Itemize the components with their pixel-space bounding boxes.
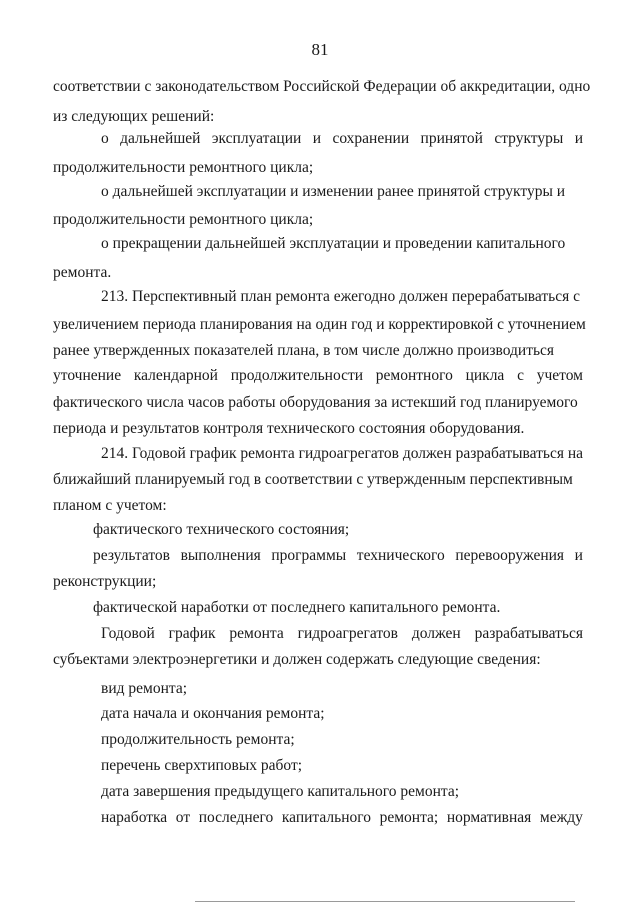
- word: эксплуатации: [211, 130, 302, 147]
- word: и: [574, 547, 583, 564]
- text-line: 213. Перспективный план ремонта ежегодно должен перерабатываться с: [101, 288, 581, 305]
- word: график: [168, 625, 216, 642]
- text-line: вид ремонта;: [101, 680, 188, 697]
- page-number: 81: [311, 40, 329, 59]
- word: наработка: [101, 809, 168, 826]
- word: последнего: [198, 809, 274, 826]
- text-line: реконструкции;: [53, 573, 157, 590]
- text-line: фактического технического состояния;: [93, 521, 350, 538]
- word: должен: [411, 625, 461, 642]
- word: цикла: [465, 367, 505, 384]
- text-line: [101, 808, 583, 828]
- text-line: ближайший планируемый год в соответствии с утвержденным перспективным: [53, 471, 573, 488]
- text-line: ремонта.: [53, 264, 112, 281]
- text-line: увеличением периода планирования на один год и корректировкой с уточнением: [53, 316, 586, 333]
- word: ремонта;: [379, 809, 439, 826]
- word: учетом: [536, 367, 583, 384]
- text-line: фактической наработки от последнего капитального ремонта.: [93, 599, 501, 616]
- word: структуры: [494, 130, 564, 147]
- word: сохранении: [332, 130, 410, 147]
- text-line: периода и результатов контроля технического состояния оборудования.: [53, 420, 525, 437]
- text-line: [101, 129, 583, 149]
- word: с: [517, 367, 524, 384]
- word: ремонтного: [375, 367, 453, 384]
- text-line: продолжительность ремонта;: [101, 731, 295, 748]
- word: и: [574, 130, 583, 147]
- text-line: [53, 366, 583, 386]
- text-line: о прекращении дальнейшей эксплуатации и проведении капитального: [101, 235, 566, 252]
- text-line: о дальнейшей эксплуатации и изменении ранее принятой структуры и: [101, 183, 566, 200]
- text-line: планом с учетом:: [53, 497, 167, 514]
- word: технического: [356, 547, 445, 564]
- text-line: фактического числа часов работы оборудования за истекший год планируемого: [53, 394, 578, 411]
- text-line: дата начала и окончания ремонта;: [101, 705, 325, 722]
- word: нормативная: [446, 809, 532, 826]
- word: принятой: [420, 130, 483, 147]
- text-line: из следующих решений:: [53, 108, 215, 125]
- text-line: продолжительности ремонтного цикла;: [53, 211, 314, 228]
- text-line: [101, 624, 583, 644]
- word: и: [312, 130, 322, 147]
- word: капитального: [281, 809, 371, 826]
- text-line: дата завершения предыдущего капитального ремонта;: [101, 783, 460, 800]
- word: дальнейшей: [120, 130, 201, 147]
- text-line: ранее утвержденных показателей плана, в том числе должно производиться: [53, 342, 555, 359]
- text-line: [93, 546, 583, 566]
- text-line: субъектами электроэнергетики и должен содержать следующие сведения:: [53, 651, 541, 668]
- page-edge-line: [195, 901, 575, 902]
- word: между: [539, 809, 583, 826]
- word: продолжительности: [230, 367, 364, 384]
- text-line: соответствии с законодательством Российской Федерации об аккредитации, одно: [53, 78, 591, 95]
- word: результатов: [93, 547, 170, 564]
- text-line: 214. Годовой график ремонта гидроагрегатов должен разрабатываться на: [101, 445, 584, 462]
- word: перевооружения: [455, 547, 565, 564]
- word: выполнения: [180, 547, 261, 564]
- word: о: [101, 130, 109, 147]
- word: ремонта: [229, 625, 284, 642]
- word: гидроагрегатов: [297, 625, 398, 642]
- word: программы: [271, 547, 347, 564]
- word: разрабатываться: [474, 625, 583, 642]
- word: Годовой: [101, 625, 155, 642]
- text-line: продолжительности ремонтного цикла;: [53, 159, 314, 176]
- text-line: перечень сверхтиповых работ;: [101, 757, 303, 774]
- word: уточнение: [53, 367, 122, 384]
- word: календарной: [133, 367, 218, 384]
- word: от: [175, 809, 191, 826]
